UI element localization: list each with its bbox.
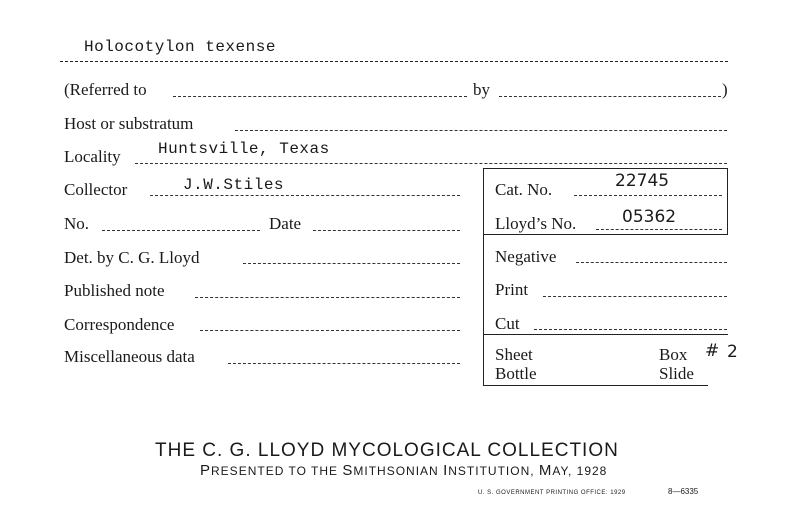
specimen-name: Holocotylon texense	[84, 38, 276, 56]
cat-no-value: 22745	[615, 171, 670, 191]
form-number: 8—6335	[668, 487, 699, 496]
cat-no-line	[574, 195, 722, 196]
top-rule	[60, 61, 728, 62]
right-box-lower-divider	[483, 334, 728, 335]
slide-label: Slide	[659, 364, 694, 383]
by-label: by	[473, 80, 490, 99]
subtitle-part-1: RESENTED TO THE	[211, 464, 343, 478]
print-line	[543, 296, 727, 297]
det-by-label: Det. by C. G. Lloyd	[64, 248, 200, 267]
host-label: Host or substratum	[64, 114, 194, 133]
det-by-line	[243, 263, 460, 264]
right-box-divider	[483, 234, 728, 235]
lloyds-no-line	[596, 229, 722, 230]
correspondence-line	[200, 330, 460, 331]
collector-line	[150, 195, 460, 196]
subtitle-part-4: AY, 1928	[552, 464, 608, 478]
box-value: 2	[727, 342, 738, 362]
subtitle-cap-m: M	[538, 462, 553, 479]
subtitle-cap-i: I	[443, 462, 449, 479]
right-box-bottom-border	[483, 385, 708, 386]
bottle-label: Bottle	[495, 364, 537, 383]
correspondence-label: Correspondence	[64, 315, 175, 334]
cat-no-label: Cat. No.	[495, 180, 553, 199]
collection-title: THE C. G. LLOYD MYCOLOGICAL COLLECTION	[155, 440, 619, 461]
no-line	[102, 230, 260, 231]
misc-line	[228, 363, 460, 364]
negative-line	[576, 262, 727, 263]
locality-value: Huntsville, Texas	[158, 140, 330, 158]
negative-label: Negative	[495, 247, 557, 266]
by-line	[499, 96, 721, 97]
referred-to-line	[173, 96, 467, 97]
date-line	[313, 230, 460, 231]
published-note-line	[195, 297, 460, 298]
printing-office-note: U. S. GOVERNMENT PRINTING OFFICE: 1929	[478, 490, 626, 496]
subtitle-cap-s: S	[342, 462, 354, 479]
box-hash: #	[705, 341, 720, 361]
misc-label: Miscellaneous data	[64, 347, 195, 366]
right-box-top-border	[483, 168, 728, 169]
collector-label: Collector	[64, 180, 128, 199]
locality-line	[135, 163, 727, 164]
close-paren: )	[722, 80, 728, 99]
sheet-label: Sheet	[495, 345, 533, 364]
cut-label: Cut	[495, 314, 520, 333]
no-label: No.	[64, 214, 90, 233]
right-box-left-border	[483, 168, 484, 386]
published-note-label: Published note	[64, 281, 165, 300]
subtitle-part-3: NSTITUTION,	[448, 464, 539, 478]
locality-label: Locality	[64, 147, 121, 166]
host-line	[235, 130, 727, 131]
referred-to-label: (Referred to	[64, 80, 147, 99]
box-label: Box	[659, 345, 688, 364]
date-label: Date	[269, 214, 302, 233]
subtitle-cap-p: P	[200, 462, 212, 479]
collection-subtitle	[200, 462, 607, 479]
subtitle-part-2: MITHSONIAN	[353, 464, 444, 478]
right-box-right-border	[727, 168, 728, 234]
print-label: Print	[495, 280, 529, 299]
collector-value: J.W.Stiles	[183, 176, 285, 194]
cut-line	[534, 329, 727, 330]
lloyds-no-value: 05362	[622, 207, 677, 227]
lloyds-no-label: Lloyd’s No.	[495, 214, 577, 233]
